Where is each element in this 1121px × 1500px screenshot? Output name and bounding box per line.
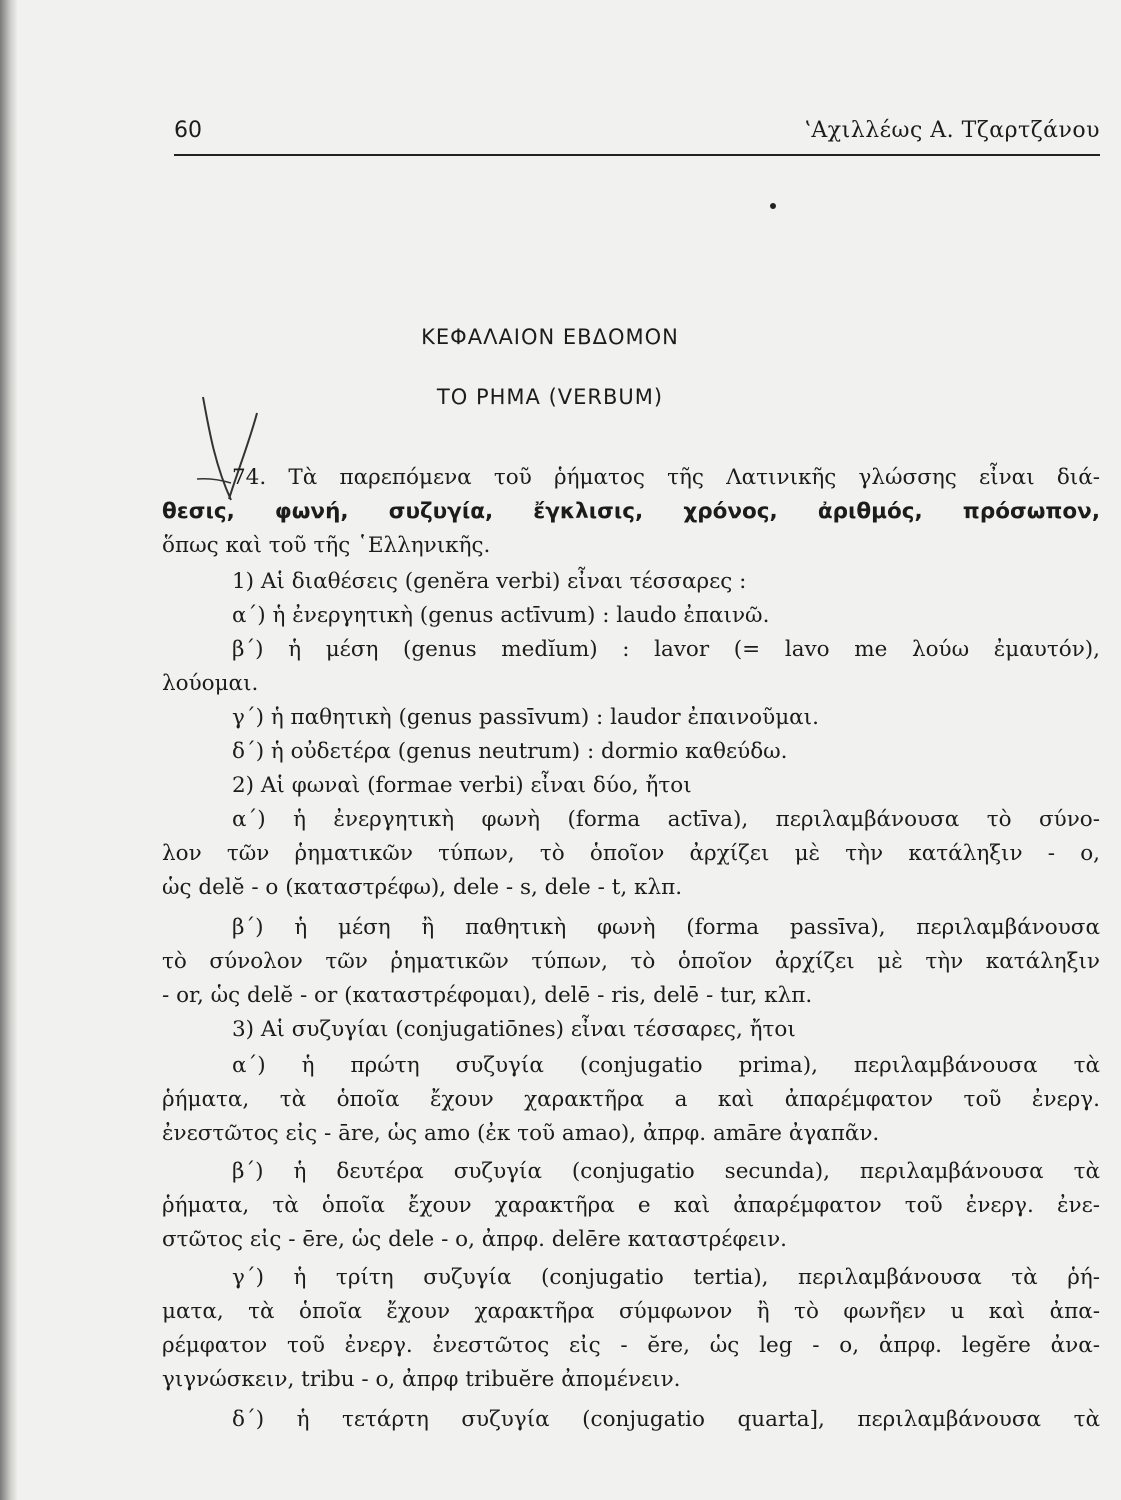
text-line: ῥήματα, τὰ ὁποῖα ἔχουν χαρακτῆρα e καὶ ἀπαρέμφατον τοῦ ἐνεργ. ἐνε-: [162, 1193, 1100, 1218]
chapter-title: ΤΟ ΡΗΜΑ (VERBUM): [436, 385, 664, 409]
text-line: στῶτος εἰς - ēre, ὡς dele - o, ἀπρφ. delēre καταστρέφειν.: [162, 1227, 787, 1252]
text-line: ρέμφατον τοῦ ἐνεργ. ἐνεστῶτος εἰς - ĕre, ὡς leg - o, ἀπρφ. legĕre ἀνα-: [162, 1333, 1100, 1358]
ink-dot: [770, 203, 776, 209]
text-line: δ΄) ἡ τετάρτη συζυγία (conjugatio quarta], περιλαμβάνουσα τὰ: [232, 1407, 1100, 1432]
text-line: β΄) ἡ μέση (genus medĭum) : lavor (= lavo me λούω ἐμαυτόν),: [232, 637, 1100, 662]
text-line: λον τῶν ῥηματικῶν τύπων, τὸ ὁποῖον ἀρχίζει μὲ τὴν κατάληξιν - o,: [162, 841, 1100, 866]
text-line: ὅπως καὶ τοῦ τῆς ῾Ελληνικῆς.: [162, 533, 491, 558]
text-line: τὸ σύνολον τῶν ῥηματικῶν τύπων, τὸ ὁποῖον ἀρχίζει μὲ τὴν κατάληξιν: [162, 949, 1100, 974]
text-line: ῥήματα, τὰ ὁποῖα ἔχουν χαρακτῆρα a καὶ ἀπαρέμφατον τοῦ ἐνεργ.: [162, 1087, 1100, 1112]
text-line: 74. Τὰ παρεπόμενα τοῦ ῥήματος τῆς Λατινικῆς γλώσσης εἶναι διά-: [232, 465, 1100, 490]
text-line: δ΄) ἡ οὐδετέρα (genus neutrum) : dormio καθεύδω.: [232, 739, 788, 764]
text-line: γιγνώσκειν, tribu - o, ἀπρφ tribuĕre ἀπομένειν.: [162, 1367, 681, 1392]
text-line: - or, ὡς delĕ - or (καταστρέφομαι), delē - ris, delē - tur, κλπ.: [162, 983, 813, 1008]
text-line: α΄) ἡ ἐνεργητικὴ φωνὴ (forma actīva), περιλαμβάνουσα τὸ σύνο-: [232, 807, 1100, 832]
text-line: θεσις, φωνή, συζυγία, ἔγκλισις, χρόνος, ἀριθμός, πρόσωπον,: [162, 499, 1100, 524]
text-line: ἐνεστῶτος εἰς - āre, ὡς amo (ἐκ τοῦ amao), ἀπρφ. amāre ἀγαπᾶν.: [162, 1121, 880, 1146]
text-line: γ΄) ἡ τρίτη συζυγία (conjugatio tertia), περιλαμβάνουσα τὰ ῥή-: [232, 1265, 1100, 1290]
text-line: γ΄) ἡ παθητικὴ (genus passīvum) : laudor ἐπαινοῦμαι.: [232, 705, 819, 730]
text-line: ματα, τὰ ὁποῖα ἔχουν χαρακτῆρα σύμφωνον ἢ τὸ φωνῆεν u καὶ ἀπα-: [162, 1299, 1100, 1324]
page-number: 60: [174, 118, 202, 143]
text-line: ὡς delĕ - o (καταστρέφω), dele - s, dele - t, κλπ.: [162, 875, 683, 900]
text-line: 1) Αἱ διαθέσεις (genĕra verbi) εἶναι τέσσαρες :: [232, 569, 747, 594]
page-header: [174, 118, 1100, 156]
text-line: λούομαι.: [162, 671, 259, 696]
text-line: 2) Αἱ φωναὶ (formae verbi) εἶναι δύο, ἤτοι: [232, 773, 692, 798]
text-line: α΄) ἡ πρώτη συζυγία (conjugatio prima), περιλαμβάνουσα τὰ: [232, 1053, 1100, 1078]
running-title: ʽΑχιλλέως Α. Τζαρτζάνου: [803, 118, 1100, 143]
text-line: β΄) ἡ δευτέρα συζυγία (conjugatio secunda), περιλαμβάνουσα τὰ: [232, 1159, 1100, 1184]
text-line: β΄) ἡ μέση ἢ παθητικὴ φωνὴ (forma passīva), περιλαμβάνουσα: [232, 915, 1100, 940]
text-line: α΄) ἡ ἐνεργητικὴ (genus actīvum) : laudo ἐπαινῶ.: [232, 603, 770, 628]
chapter-label: ΚΕΦΑΛΑΙΟΝ ΕΒΔΟΜΟΝ: [421, 325, 679, 349]
text-line: 3) Αἱ συζυγίαι (conjugatiōnes) εἶναι τέσσαρες, ἤτοι: [232, 1017, 796, 1042]
